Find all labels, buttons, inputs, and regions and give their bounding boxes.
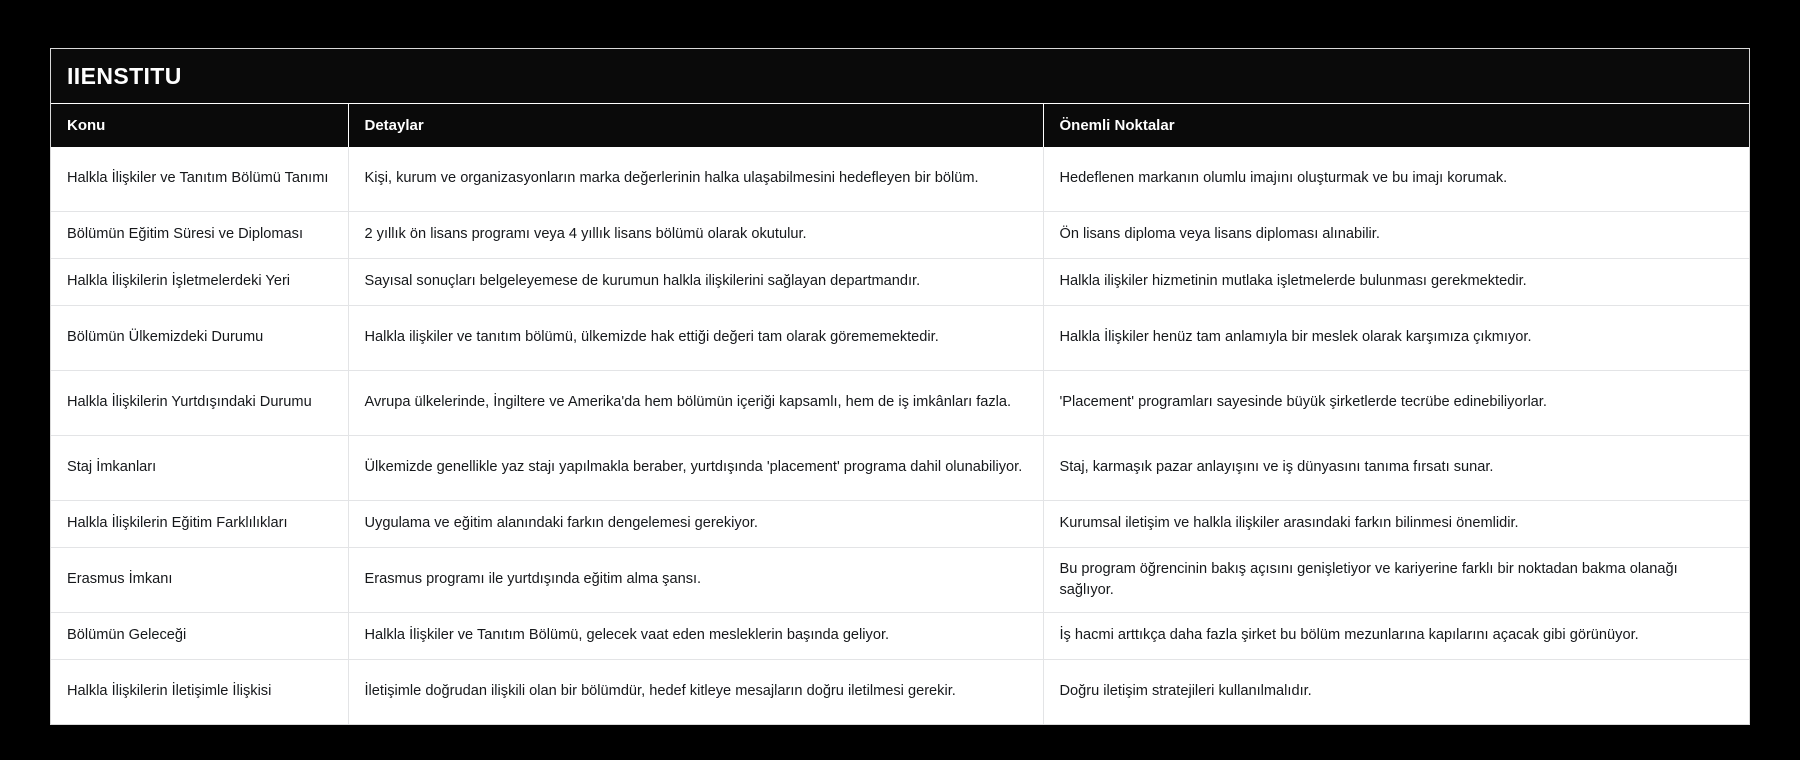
cell-onemli-noktalar: Hedeflenen markanın olumlu imajını oluşturmak ve bu imajı korumak. xyxy=(1043,147,1749,212)
cell-detaylar: Uygulama ve eğitim alanındaki farkın dengelemesi gerekiyor. xyxy=(348,501,1043,548)
info-table xyxy=(51,104,1749,724)
cell-konu: Halkla İlişkilerin İşletmelerdeki Yeri xyxy=(51,259,348,306)
table-header-row xyxy=(51,104,1749,147)
table-row xyxy=(51,660,1749,725)
table-row xyxy=(51,212,1749,259)
table-row xyxy=(51,259,1749,306)
table-row xyxy=(51,501,1749,548)
cell-konu: Bölümün Ülkemizdeki Durumu xyxy=(51,306,348,371)
column-header-konu: Konu xyxy=(51,104,348,147)
cell-detaylar: Erasmus programı ile yurtdışında eğitim alma şansı. xyxy=(348,548,1043,613)
column-header-detaylar: Detaylar xyxy=(348,104,1043,147)
cell-konu: Halkla İlişkilerin Eğitim Farklılıkları xyxy=(51,501,348,548)
cell-onemli-noktalar: Halkla ilişkiler hizmetinin mutlaka işletmelerde bulunması gerekmektedir. xyxy=(1043,259,1749,306)
table-row xyxy=(51,548,1749,613)
cell-detaylar: Halkla İlişkiler ve Tanıtım Bölümü, gelecek vaat eden mesleklerin başında geliyor. xyxy=(348,613,1043,660)
cell-detaylar: Kişi, kurum ve organizasyonların marka değerlerinin halka ulaşabilmesini hedefleyen bir bölüm. xyxy=(348,147,1043,212)
cell-onemli-noktalar: Ön lisans diploma veya lisans diploması alınabilir. xyxy=(1043,212,1749,259)
cell-onemli-noktalar: 'Placement' programları sayesinde büyük şirketlerde tecrübe edinebiliyorlar. xyxy=(1043,371,1749,436)
cell-onemli-noktalar: Kurumsal iletişim ve halkla ilişkiler arasındaki farkın bilinmesi önemlidir. xyxy=(1043,501,1749,548)
cell-konu: Bölümün Geleceği xyxy=(51,613,348,660)
cell-detaylar: İletişimle doğrudan ilişkili olan bir bölümdür, hedef kitleye mesajların doğru iletilmesi gerekir. xyxy=(348,660,1043,725)
cell-detaylar: Halkla ilişkiler ve tanıtım bölümü, ülkemizde hak ettiği değeri tam olarak görememektedir. xyxy=(348,306,1043,371)
cell-detaylar: Avrupa ülkelerinde, İngiltere ve Amerika'da hem bölümün içeriği kapsamlı, hem de iş imkânları fazla. xyxy=(348,371,1043,436)
title-bar xyxy=(51,49,1749,104)
cell-konu: Halkla İlişkilerin Yurtdışındaki Durumu xyxy=(51,371,348,436)
table-row xyxy=(51,306,1749,371)
cell-konu: Staj İmkanları xyxy=(51,436,348,501)
cell-detaylar: Ülkemizde genellikle yaz stajı yapılmakla beraber, yurtdışında 'placement' programa dahil olunabiliyor. xyxy=(348,436,1043,501)
cell-detaylar: 2 yıllık ön lisans programı veya 4 yıllık lisans bölümü olarak okutulur. xyxy=(348,212,1043,259)
cell-konu: Erasmus İmkanı xyxy=(51,548,348,613)
cell-onemli-noktalar: Halkla İlişkiler henüz tam anlamıyla bir meslek olarak karşımıza çıkmıyor. xyxy=(1043,306,1749,371)
page-title: IIENSTITU xyxy=(67,62,182,89)
cell-onemli-noktalar: İş hacmi arttıkça daha fazla şirket bu bölüm mezunlarına kapılarını açacak gibi görünüyor. xyxy=(1043,613,1749,660)
cell-konu: Halkla İlişkilerin İletişimle İlişkisi xyxy=(51,660,348,725)
column-header-onemli-noktalar: Önemli Noktalar xyxy=(1043,104,1749,147)
cell-onemli-noktalar: Staj, karmaşık pazar anlayışını ve iş dünyasını tanıma fırsatı sunar. xyxy=(1043,436,1749,501)
info-table-card xyxy=(50,48,1750,725)
cell-onemli-noktalar: Bu program öğrencinin bakış açısını genişletiyor ve kariyerine farklı bir noktadan bakma olanağı sağlıyor. xyxy=(1043,548,1749,613)
table-row xyxy=(51,371,1749,436)
table-body xyxy=(51,147,1749,724)
table-row xyxy=(51,436,1749,501)
cell-onemli-noktalar: Doğru iletişim stratejileri kullanılmalıdır. xyxy=(1043,660,1749,725)
cell-detaylar: Sayısal sonuçları belgeleyemese de kurumun halkla ilişkilerini sağlayan departmandır. xyxy=(348,259,1043,306)
cell-konu: Bölümün Eğitim Süresi ve Diploması xyxy=(51,212,348,259)
table-header xyxy=(51,104,1749,147)
cell-konu: Halkla İlişkiler ve Tanıtım Bölümü Tanımı xyxy=(51,147,348,212)
table-row xyxy=(51,613,1749,660)
table-row xyxy=(51,147,1749,212)
